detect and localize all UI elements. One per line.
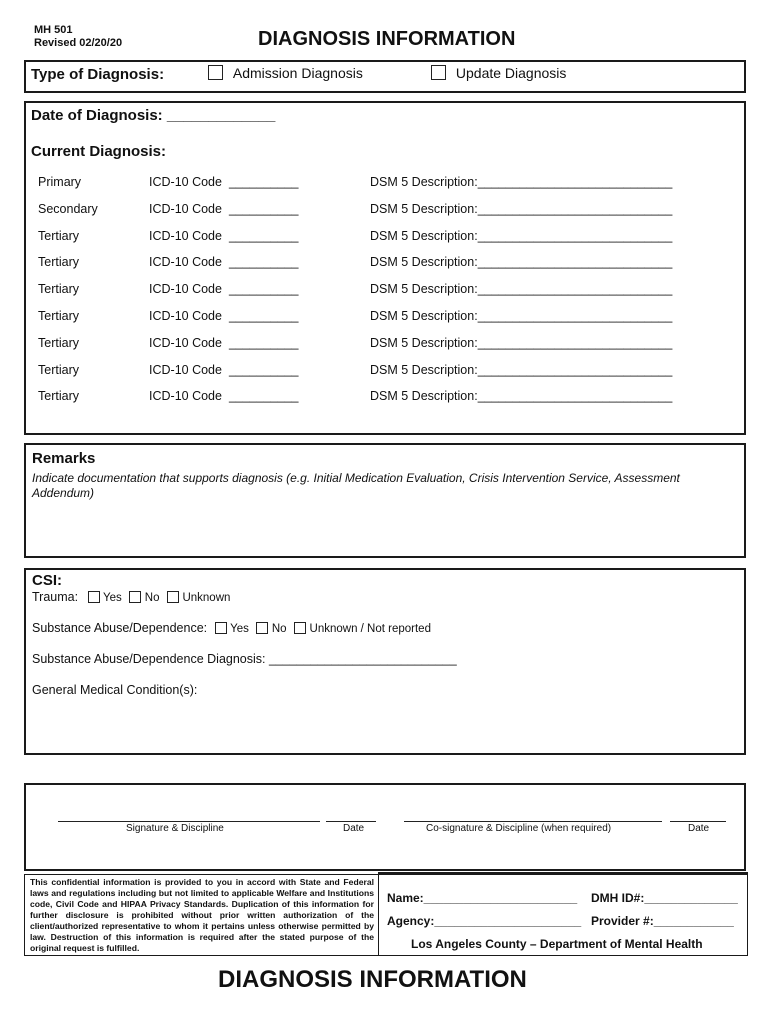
icd10-blank[interactable]: __________ [228,282,299,297]
icd10-code-field[interactable] [149,389,298,403]
signature-box [24,783,746,871]
dsm5-description-field[interactable] [370,363,672,377]
remarks-title: Remarks [32,450,96,467]
substance-no-label: No [271,623,287,635]
csi-title: CSI: [32,572,62,589]
dsm5-description-field[interactable] [370,336,672,350]
dsm5-description-field[interactable] [370,309,672,323]
dsm5-description-field[interactable] [370,255,672,269]
trauma-unknown-label: Unknown [182,592,231,604]
dsm5-label: DSM 5 Description: [370,228,478,243]
icd10-code-field[interactable] [149,363,298,377]
dsm5-blank[interactable]: ____________________________ [477,201,673,216]
icd10-code-field[interactable] [149,255,298,269]
icd10-code-field[interactable] [149,309,298,323]
dsm5-label: DSM 5 Description: [370,389,478,404]
confidential-notice: This confidential information is provided to you in accord with State and Federal laws and regulations including but not limited to applicable Welfare and Institutions code, Civil Code and HIPAA Privacy Standards. Duplication of this information for further disclosure is prohibited without prior written authorization of the client/authorized representative to whom it pertains unless otherwise permitted by law. Destruction of this information is required after the stated purpose of the original request is fulfilled. [30,877,374,953]
date-line[interactable] [326,821,376,822]
substance-label: Substance Abuse/Dependence: [32,621,208,635]
diagnosis-level-0: Primary [38,175,82,189]
current-diagnosis-label: Current Diagnosis: [31,143,167,160]
admission-diagnosis-label: Admission Diagnosis [232,65,363,81]
update-diagnosis-option[interactable] [431,65,566,81]
trauma-unknown-checkbox[interactable] [167,591,179,603]
date-label: Date [343,823,365,834]
dmh-id-field[interactable]: DMH ID#:______________ [591,891,738,905]
dsm5-description-field[interactable] [370,229,672,243]
trauma-no-checkbox[interactable] [129,591,141,603]
icd10-code-field[interactable] [149,202,298,216]
icd10-code-field[interactable] [149,229,298,243]
provider-field[interactable]: Provider #:____________ [591,914,734,928]
trauma-no-label: No [144,592,160,604]
form-number: MH 501 [34,24,73,36]
substance-yes-label: Yes [230,623,249,635]
diagnosis-level-2: Tertiary [38,228,79,243]
icd10-blank[interactable]: __________ [228,389,299,404]
icd10-blank[interactable]: __________ [228,309,299,323]
dsm5-label: DSM 5 Description: [370,282,478,297]
type-of-diagnosis-box [24,60,746,93]
csi-box [24,568,746,755]
department-name: Los Angeles County – Department of Mental Health [411,937,703,951]
dsm5-label: DSM 5 Description: [370,175,478,189]
dsm5-blank[interactable]: ____________________________ [477,389,673,404]
diagnosis-level-1: Secondary [38,201,98,216]
client-info-box [378,872,748,956]
icd10-code-field[interactable] [149,282,298,296]
agency-field[interactable]: Agency:______________________ [387,914,582,928]
trauma-yes-checkbox[interactable] [88,591,100,603]
substance-unknown-label: Unknown / Not reported [309,623,431,635]
icd10-label: ICD-10 Code [149,335,222,350]
dsm5-description-field[interactable] [370,175,672,189]
signature-line[interactable] [58,821,320,822]
icd10-label: ICD-10 Code [149,362,222,377]
dsm5-description-field[interactable] [370,202,672,216]
trauma-yes-label: Yes [103,592,122,604]
dsm5-label: DSM 5 Description: [370,255,478,270]
signature-label: Signature & Discipline [126,823,224,834]
icd10-blank[interactable]: __________ [228,175,299,189]
cosignature-label: Co-signature & Discipline (when required) [426,823,612,834]
icd10-blank[interactable]: __________ [228,335,299,350]
remarks-box [24,443,746,558]
icd10-code-field[interactable] [149,175,298,189]
icd10-label: ICD-10 Code [149,282,222,297]
icd10-label: ICD-10 Code [149,201,222,216]
date-of-diagnosis-field[interactable]: Date of Diagnosis: _____________ [31,107,276,124]
icd10-blank[interactable]: __________ [228,255,299,270]
trauma-row [32,590,230,604]
dsm5-label: DSM 5 Description: [370,335,478,350]
icd10-blank[interactable]: __________ [228,201,299,216]
dsm5-description-field[interactable] [370,282,672,296]
dsm5-blank[interactable]: ____________________________ [477,228,673,243]
icd10-blank[interactable]: __________ [228,228,299,243]
diagnosis-level-8: Tertiary [38,389,79,404]
diagnosis-level-4: Tertiary [38,282,79,297]
admission-diagnosis-option[interactable] [208,65,363,81]
icd10-label: ICD-10 Code [149,309,222,323]
dsm5-blank[interactable]: ____________________________ [477,282,673,297]
icd10-label: ICD-10 Code [149,255,222,270]
substance-no-checkbox[interactable] [256,622,268,634]
dsm5-label: DSM 5 Description: [370,309,478,323]
icd10-label: ICD-10 Code [149,389,222,404]
substance-yes-checkbox[interactable] [215,622,227,634]
diagnosis-level-6: Tertiary [38,335,79,350]
page-title: DIAGNOSIS INFORMATION [258,28,516,50]
icd10-label: ICD-10 Code [149,228,222,243]
dsm5-blank[interactable]: ____________________________ [477,335,673,350]
admission-diagnosis-checkbox[interactable] [208,65,223,80]
dsm5-blank[interactable]: ____________________________ [477,255,673,270]
type-of-diagnosis-label: Type of Diagnosis: [31,66,165,83]
name-field[interactable]: Name:_______________________ [387,891,578,905]
date-label-2: Date [688,823,710,834]
remarks-instruction: Indicate documentation that supports diagnosis (e.g. Initial Medication Evaluation, Crisis Intervention Service, Assessment Addendum) [32,471,680,500]
diagnosis-level-3: Tertiary [38,255,79,270]
substance-diagnosis-field[interactable]: Substance Abuse/Dependence Diagnosis: ___________________________ [32,652,457,666]
dsm5-blank[interactable]: ____________________________ [477,362,673,377]
icd10-label: ICD-10 Code [149,175,222,189]
bottom-title: DIAGNOSIS INFORMATION [218,966,527,993]
substance-row [32,621,431,635]
cosignature-line[interactable] [404,821,662,822]
dsm5-label: DSM 5 Description: [370,201,478,216]
dsm5-description-field[interactable] [370,389,672,403]
diagnosis-box [24,101,746,435]
dsm5-label: DSM 5 Description: [370,362,478,377]
dsm5-blank[interactable]: ____________________________ [477,309,673,323]
date-line-2[interactable] [670,821,726,822]
diagnosis-level-5: Tertiary [38,309,79,323]
icd10-code-field[interactable] [149,336,298,350]
substance-unknown-checkbox[interactable] [294,622,306,634]
update-diagnosis-label: Update Diagnosis [455,65,567,81]
dsm5-blank[interactable]: ____________________________ [477,175,673,189]
trauma-label: Trauma: [32,590,79,604]
update-diagnosis-checkbox[interactable] [431,65,446,80]
revised-date: Revised 02/20/20 [34,37,123,49]
confidential-box [24,874,379,956]
icd10-blank[interactable]: __________ [228,362,299,377]
diagnosis-level-7: Tertiary [38,362,79,377]
general-medical-label: General Medical Condition(s): [32,683,198,697]
